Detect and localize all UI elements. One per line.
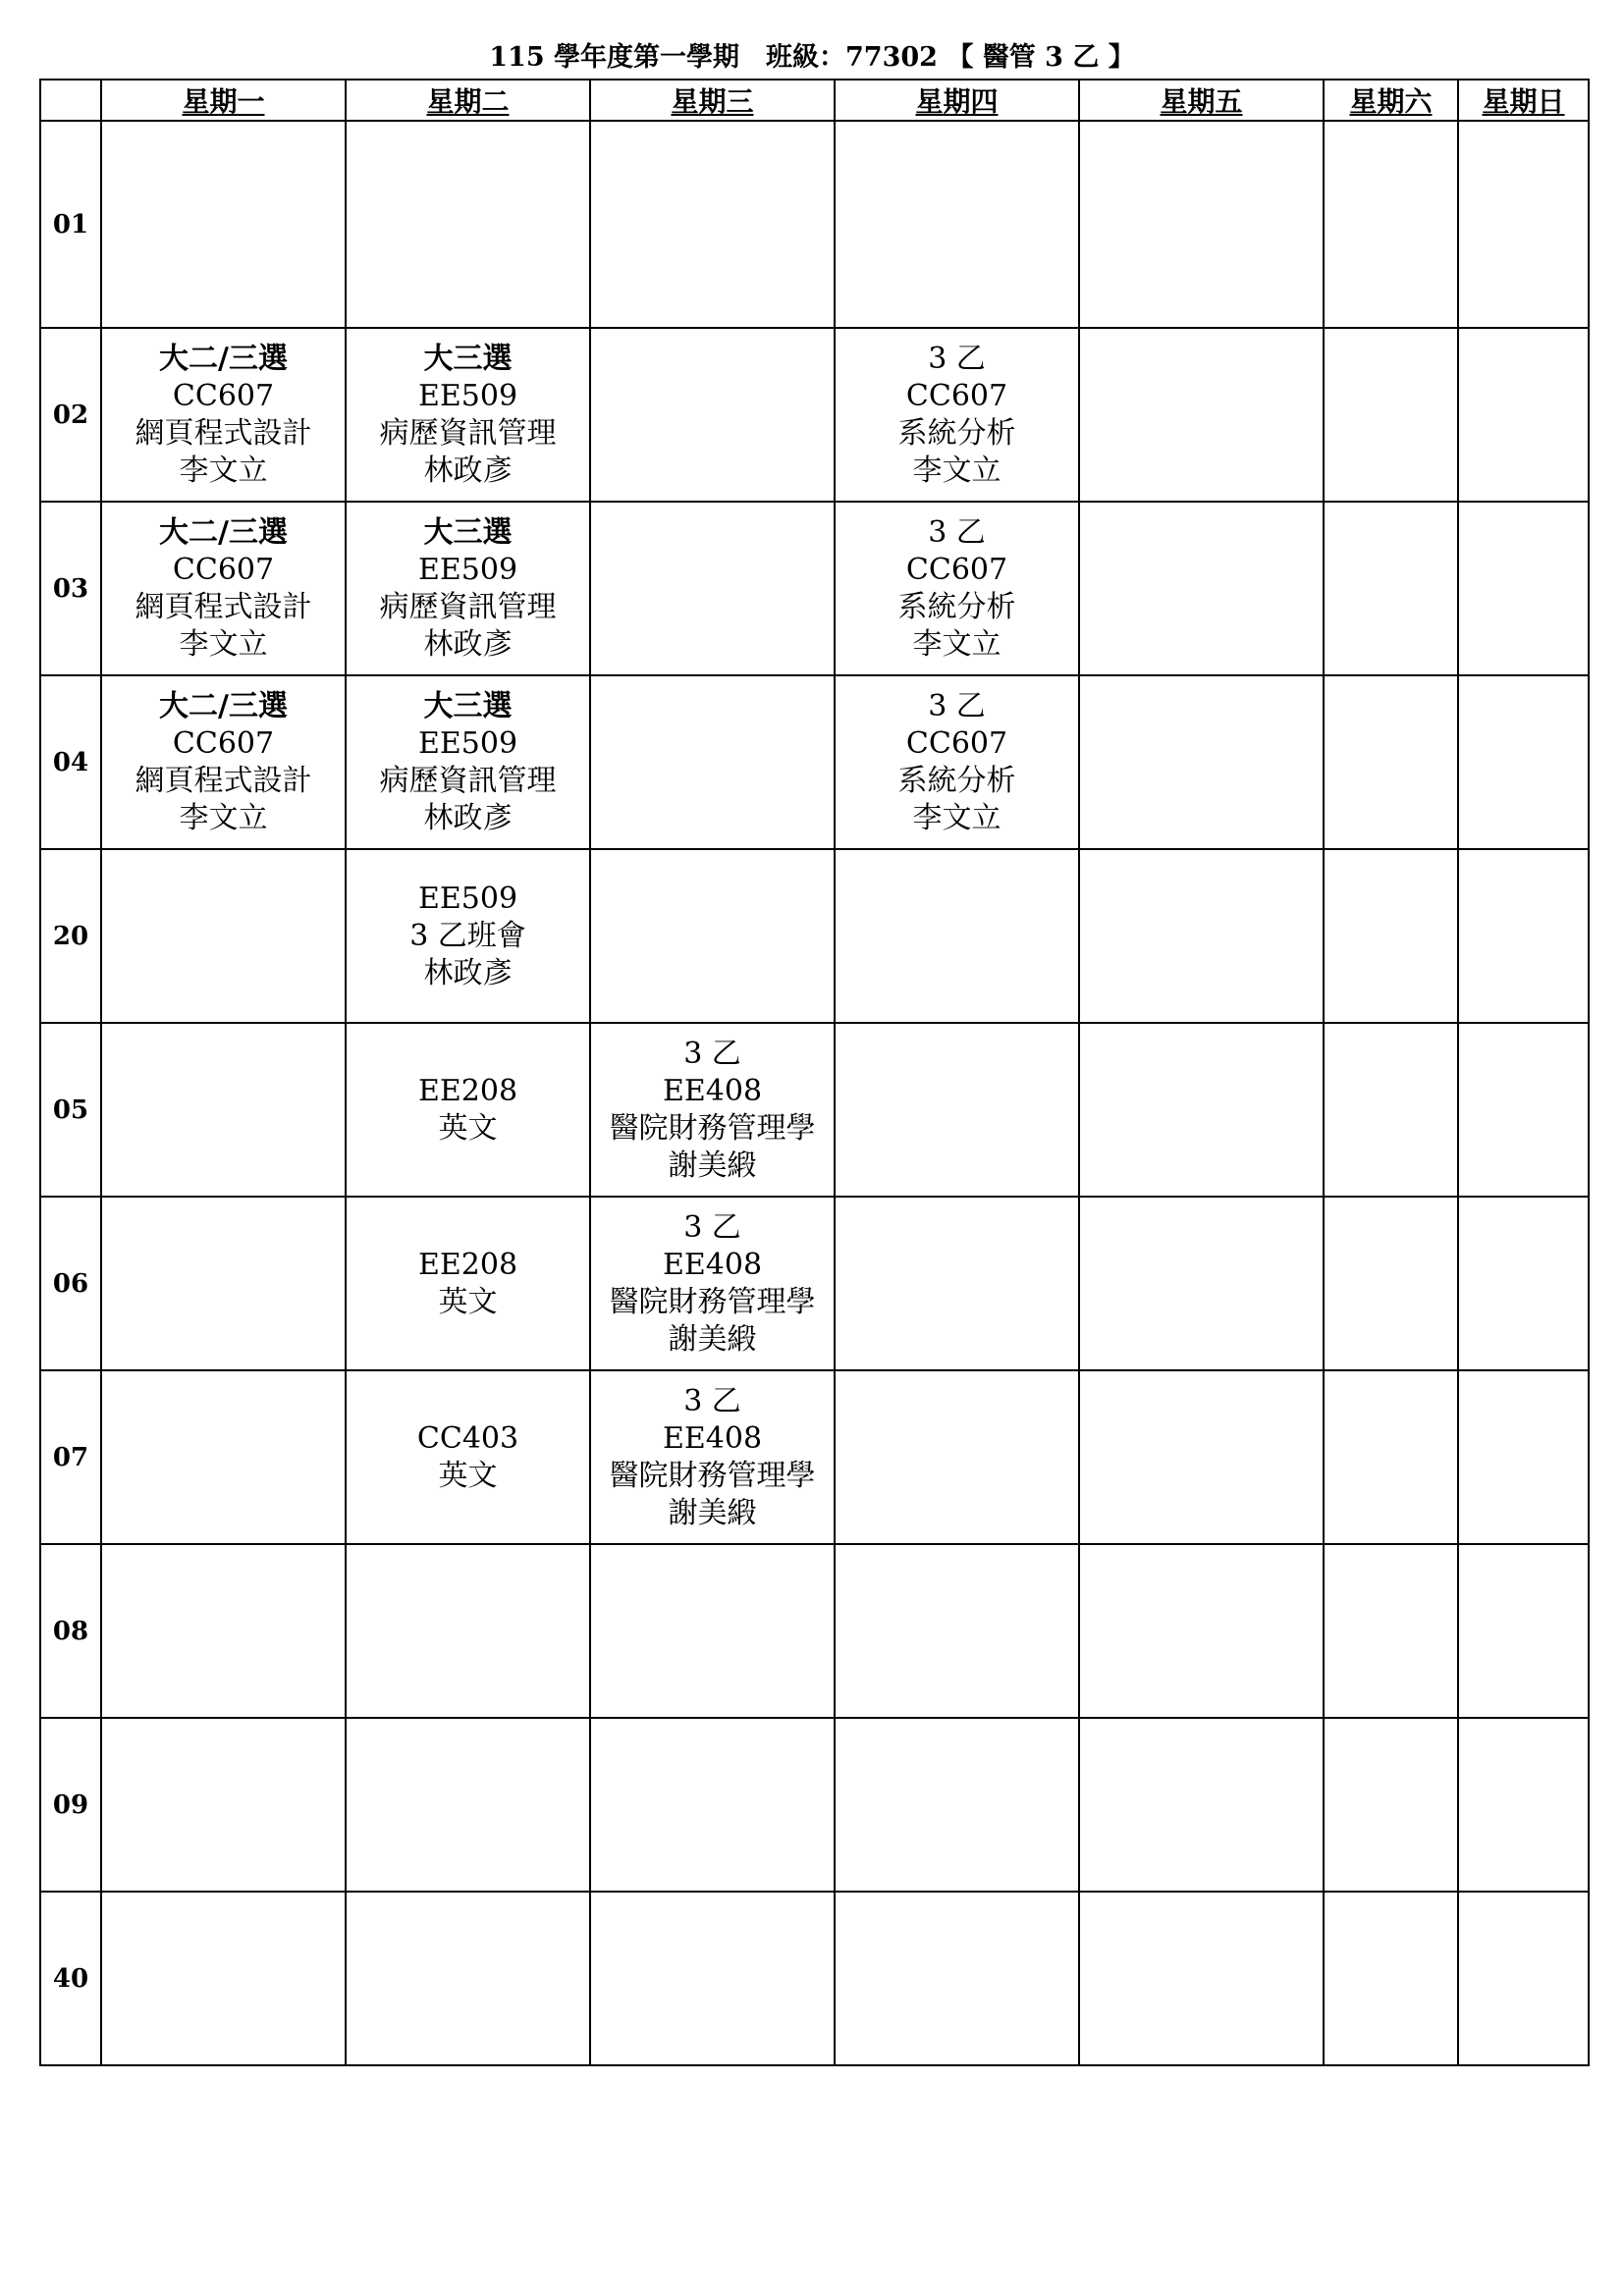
course-line: EE509 <box>417 881 518 916</box>
empty-cell <box>1324 1023 1458 1197</box>
day-label: 星期日 <box>1482 85 1565 118</box>
course-line: 3 乙 <box>683 1209 741 1245</box>
course-cell <box>346 1197 590 1370</box>
empty-cell <box>1324 502 1458 675</box>
period-number: 08 <box>40 1544 101 1718</box>
empty-cell <box>835 1544 1079 1718</box>
empty-cell <box>1324 1197 1458 1370</box>
course-cell <box>590 1370 835 1544</box>
empty-cell <box>1079 1718 1324 1892</box>
course-line: 大二/三選 <box>159 514 288 550</box>
empty-cell <box>1324 1892 1458 2065</box>
empty-cell <box>1079 1197 1324 1370</box>
schedule-body <box>40 121 1589 2065</box>
course-line: EE509 <box>417 552 518 587</box>
empty-cell <box>1324 328 1458 502</box>
course-line: 林政彥 <box>423 453 513 488</box>
empty-cell <box>101 1197 346 1370</box>
course-line: EE509 <box>417 725 518 761</box>
period-row <box>40 328 1589 502</box>
day-header-sun <box>1458 80 1589 121</box>
empty-cell <box>1324 1370 1458 1544</box>
period-row <box>40 1370 1589 1544</box>
empty-cell <box>835 1023 1079 1197</box>
course-line: EE408 <box>662 1073 763 1108</box>
empty-cell <box>590 675 835 849</box>
empty-cell <box>1079 1023 1324 1197</box>
period-number: 07 <box>40 1370 101 1544</box>
empty-cell <box>590 1718 835 1892</box>
course-line: 病歷資訊管理 <box>379 415 557 451</box>
period-row <box>40 1197 1589 1370</box>
day-label: 星期一 <box>182 85 265 118</box>
period-number: 04 <box>40 675 101 849</box>
day-header-sat <box>1324 80 1458 121</box>
empty-cell <box>1324 1718 1458 1892</box>
course-line: 3 乙 <box>928 688 986 723</box>
empty-cell <box>1079 1544 1324 1718</box>
page-title: 115 學年度第一學期 班級：77302 【 醫管 3 乙 】 <box>489 42 1135 73</box>
course-line: 系統分析 <box>897 415 1016 451</box>
header-row <box>40 80 1589 121</box>
course-line: 英文 <box>438 1284 498 1319</box>
empty-cell <box>101 1370 346 1544</box>
course-cell <box>346 849 590 1023</box>
course-line: CC607 <box>905 552 1008 587</box>
course-line: 大二/三選 <box>159 341 288 376</box>
course-cell <box>346 502 590 675</box>
empty-cell <box>835 1197 1079 1370</box>
course-line: 大三選 <box>423 688 513 723</box>
empty-cell <box>835 121 1079 328</box>
day-header-wed <box>590 80 835 121</box>
course-line: EE408 <box>662 1420 763 1456</box>
empty-cell <box>1079 1370 1324 1544</box>
empty-cell <box>1458 1892 1589 2065</box>
course-line: 林政彥 <box>423 800 513 835</box>
course-line: EE408 <box>662 1247 763 1282</box>
empty-cell <box>1079 502 1324 675</box>
course-line: CC403 <box>416 1420 519 1456</box>
period-number: 40 <box>40 1892 101 2065</box>
course-line: 李文立 <box>912 626 1001 662</box>
day-header-thu <box>835 80 1079 121</box>
empty-cell <box>101 121 346 328</box>
empty-cell <box>590 1892 835 2065</box>
course-cell <box>346 1370 590 1544</box>
empty-cell <box>101 1718 346 1892</box>
course-line: 醫院財務管理學 <box>609 1458 816 1493</box>
empty-cell <box>1324 121 1458 328</box>
empty-cell <box>1458 328 1589 502</box>
course-line: 網頁程式設計 <box>135 589 312 624</box>
empty-cell <box>1458 1023 1589 1197</box>
empty-cell <box>1458 1197 1589 1370</box>
empty-cell <box>346 1718 590 1892</box>
course-line: 李文立 <box>179 453 268 488</box>
schedule-table <box>39 79 1590 2066</box>
course-cell <box>101 675 346 849</box>
day-header-mon <box>101 80 346 121</box>
course-line: 網頁程式設計 <box>135 763 312 798</box>
course-line: 李文立 <box>912 453 1001 488</box>
period-number: 20 <box>40 849 101 1023</box>
empty-cell <box>346 1892 590 2065</box>
empty-cell <box>1458 1718 1589 1892</box>
course-line: EE208 <box>417 1247 518 1282</box>
course-cell <box>835 675 1079 849</box>
course-line: 3 乙 <box>683 1383 741 1418</box>
empty-cell <box>590 502 835 675</box>
course-line: CC607 <box>172 378 275 413</box>
course-line: 病歷資訊管理 <box>379 763 557 798</box>
empty-cell <box>1324 675 1458 849</box>
course-line: 網頁程式設計 <box>135 415 312 451</box>
period-row <box>40 502 1589 675</box>
empty-cell <box>101 1892 346 2065</box>
period-row <box>40 1023 1589 1197</box>
empty-cell <box>346 1544 590 1718</box>
course-line: 醫院財務管理學 <box>609 1284 816 1319</box>
day-label: 星期二 <box>426 85 510 118</box>
period-row <box>40 849 1589 1023</box>
empty-cell <box>101 1023 346 1197</box>
course-line: 李文立 <box>179 626 268 662</box>
course-cell <box>590 1023 835 1197</box>
period-number: 02 <box>40 328 101 502</box>
course-line: 林政彥 <box>423 626 513 662</box>
empty-cell <box>1458 1544 1589 1718</box>
empty-cell <box>1458 849 1589 1023</box>
day-header-fri <box>1079 80 1324 121</box>
period-number: 01 <box>40 121 101 328</box>
course-line: 系統分析 <box>897 589 1016 624</box>
day-label: 星期五 <box>1160 85 1243 118</box>
course-line: EE509 <box>417 378 518 413</box>
course-cell <box>346 1023 590 1197</box>
period-row <box>40 1892 1589 2065</box>
course-line: 謝美緞 <box>668 1321 757 1357</box>
course-cell <box>590 1197 835 1370</box>
empty-cell <box>1324 849 1458 1023</box>
period-row <box>40 675 1589 849</box>
empty-cell <box>1324 1544 1458 1718</box>
course-line: 3 乙 <box>928 514 986 550</box>
course-line: 李文立 <box>179 800 268 835</box>
empty-cell <box>1079 121 1324 328</box>
empty-cell <box>101 849 346 1023</box>
course-line: CC607 <box>905 378 1008 413</box>
empty-cell <box>1458 502 1589 675</box>
course-line: CC607 <box>905 725 1008 761</box>
course-line: 3 乙 <box>928 341 986 376</box>
course-line: 李文立 <box>912 800 1001 835</box>
course-line: 大三選 <box>423 514 513 550</box>
empty-cell <box>835 1892 1079 2065</box>
course-cell <box>346 328 590 502</box>
empty-cell <box>835 849 1079 1023</box>
course-line: 病歷資訊管理 <box>379 589 557 624</box>
period-row <box>40 1718 1589 1892</box>
course-line: 謝美緞 <box>668 1148 757 1183</box>
period-number: 05 <box>40 1023 101 1197</box>
empty-cell <box>1458 121 1589 328</box>
empty-cell <box>1458 675 1589 849</box>
empty-cell <box>1079 675 1324 849</box>
course-line: 英文 <box>438 1110 498 1146</box>
empty-cell <box>1458 1370 1589 1544</box>
period-row <box>40 1544 1589 1718</box>
period-row <box>40 121 1589 328</box>
day-header-tue <box>346 80 590 121</box>
course-line: CC607 <box>172 725 275 761</box>
course-cell <box>346 675 590 849</box>
period-number: 09 <box>40 1718 101 1892</box>
course-line: 謝美緞 <box>668 1495 757 1530</box>
course-line: CC607 <box>172 552 275 587</box>
course-line: 林政彥 <box>423 955 513 990</box>
empty-cell <box>590 849 835 1023</box>
empty-cell <box>1079 328 1324 502</box>
empty-cell <box>1079 849 1324 1023</box>
empty-cell <box>590 1544 835 1718</box>
course-line: 3 乙班會 <box>409 918 526 953</box>
course-line: 醫院財務管理學 <box>609 1110 816 1146</box>
course-cell <box>101 328 346 502</box>
course-line: 系統分析 <box>897 763 1016 798</box>
empty-cell <box>590 328 835 502</box>
empty-cell <box>835 1370 1079 1544</box>
empty-cell <box>1079 1892 1324 2065</box>
course-line: 大三選 <box>423 341 513 376</box>
day-label: 星期三 <box>671 85 754 118</box>
course-cell <box>835 502 1079 675</box>
empty-cell <box>835 1718 1079 1892</box>
corner-cell <box>40 80 101 121</box>
day-label: 星期四 <box>915 85 999 118</box>
empty-cell <box>590 121 835 328</box>
empty-cell <box>101 1544 346 1718</box>
period-number: 03 <box>40 502 101 675</box>
period-number: 06 <box>40 1197 101 1370</box>
course-line: 英文 <box>438 1458 498 1493</box>
course-line: EE208 <box>417 1073 518 1108</box>
course-cell <box>101 502 346 675</box>
course-line: 大二/三選 <box>159 688 288 723</box>
day-label: 星期六 <box>1349 85 1433 118</box>
empty-cell <box>346 121 590 328</box>
course-line: 3 乙 <box>683 1036 741 1071</box>
course-cell <box>835 328 1079 502</box>
